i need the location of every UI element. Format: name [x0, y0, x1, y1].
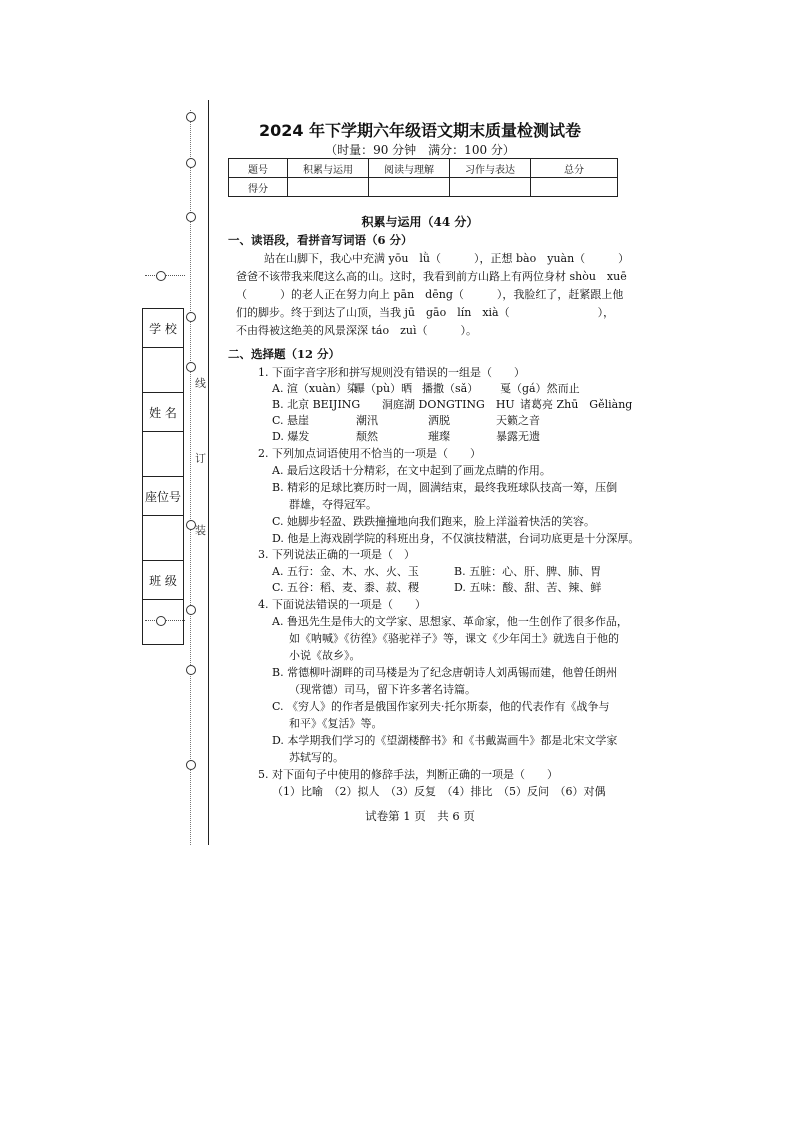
question-4-option: B. 常德柳叶湖畔的司马楼是为了纪念唐朝诗人刘禹锡而建，他曾任朗州 [272, 666, 618, 679]
score-cell[interactable] [369, 178, 450, 197]
passage-line: 爸爸不该带我来爬这么高的山。这时，我看到前方山路上有两位身材 shòu xuē [236, 270, 627, 283]
option-cell: 洒脱 [428, 414, 450, 427]
exam-title: 2024 年下学期六年级语文期末质量检测试卷 [258, 121, 582, 140]
name-label: 姓 名 [143, 393, 184, 432]
option-cell: B. 北京 BEIJING [272, 398, 361, 411]
question-1-row-a [272, 380, 580, 396]
question-5-options: （1）比喻 （2）拟人 （3）反复 （4）排比 （5）反问 （6）对偶 [272, 785, 606, 798]
score-header-cell: 习作与表达 [450, 159, 531, 178]
question-3-stem: 3. 下列说法正确的一项是（ ） [258, 548, 415, 561]
exam-subtitle: （时量：90 分钟 满分：100 分） [325, 143, 515, 157]
score-cell[interactable] [288, 178, 369, 197]
part2-heading: 二、选择题（12 分） [228, 347, 341, 361]
binding-circle [186, 312, 196, 322]
binding-circle [186, 605, 196, 615]
option-cell: D. 爆发 [272, 430, 310, 443]
score-header-cell: 总分 [531, 159, 618, 178]
option-cell: B. 五脏：心、肝、脾、肺、胃 [454, 565, 602, 578]
seat-number-label: 座位号 [143, 477, 184, 516]
binding-border-line [208, 100, 209, 845]
school-field[interactable] [143, 348, 184, 393]
question-4-option-cont: 如《呐喊》《彷徨》《骆驼祥子》等，课文《少年闰土》就选自于他的 [289, 632, 619, 645]
binding-char-xian: 线 [195, 377, 206, 390]
score-header-cell: 阅读与理解 [369, 159, 450, 178]
class-field[interactable] [143, 600, 184, 645]
school-label: 学 校 [143, 309, 184, 348]
option-cell: 曝（pù）晒 [354, 382, 413, 395]
option-cell: 暴露无遗 [496, 430, 540, 443]
question-4-option-cont: 小说《故乡》。 [289, 649, 361, 662]
question-4-option-cont: （现常德）司马，留下许多著名诗篇。 [289, 683, 476, 696]
option-cell: 颓然 [356, 430, 378, 443]
score-cell[interactable] [531, 178, 618, 197]
passage-line: 站在山脚下，我心中充满 yōu lǜ（ ），正想 bào yuàn（ ） [264, 252, 630, 265]
question-4-stem: 4. 下面说法错误的一项是（ ） [258, 598, 426, 611]
score-row-label: 得分 [229, 178, 288, 197]
option-cell: 诸葛亮 Zhū Gěliàng [520, 398, 633, 411]
option-cell: 潮汛 [356, 414, 378, 427]
question-1-row-d [272, 428, 540, 444]
binding-circle [186, 665, 196, 675]
score-cell[interactable] [450, 178, 531, 197]
option-cell: 璀璨 [428, 430, 450, 443]
option-cell: D. 五味：酸、甜、苦、辣、鲜 [454, 581, 602, 594]
binding-char-ding: 订 [195, 452, 206, 465]
question-1-row-b [272, 396, 632, 412]
score-header-cell: 积累与运用 [288, 159, 369, 178]
option-cell: A. 渲（xuàn）染 [272, 382, 358, 395]
binding-circle [186, 158, 196, 168]
question-4-option: A. 鲁迅先生是伟大的文学家、思想家、革命家，他一生创作了很多作品， [272, 615, 628, 628]
question-4-option-cont: 苏轼写的。 [289, 751, 344, 764]
student-info-table [142, 308, 184, 645]
question-1-row-c [272, 412, 540, 428]
passage-line: 们的脚步。终于到达了山顶，当我 jū gāo lín xià（ ）， [236, 306, 615, 319]
question-5-stem: 5. 对下面句子中使用的修辞手法，判断正确的一项是（ ） [258, 768, 558, 781]
question-1-stem: 1. 下面字音字形和拼写规则没有错误的一组是（ ） [258, 366, 525, 379]
question-4-option: C. 《穷人》的作者是俄国作家列夫·托尔斯泰，他的代表作有《战争与 [272, 700, 610, 713]
passage-line: （ ）的老人正在努力向上 pān dēng（ ），我脸红了，赶紧跟上他 [236, 288, 624, 301]
question-4-option: D. 本学期我们学习的《望湖楼醉书》和《书戴嵩画牛》都是北宋文学家 [272, 734, 618, 747]
option-cell: 戛（gá）然而止 [500, 382, 580, 395]
page-footer: 试卷第 1 页 共 6 页 [365, 809, 475, 823]
question-2-option: D. 他是上海戏剧学院的科班出身，不仅演技精湛，台词功底更是十分深厚。 [272, 532, 640, 545]
part1-heading: 一、读语段，看拼音写词语（6 分） [228, 233, 413, 247]
option-cell: 天籁之音 [496, 414, 540, 427]
option-cell: C. 悬崖 [272, 414, 310, 427]
passage-line: 不由得被这绝美的风景深深 táo zuì（ ）。 [236, 324, 477, 337]
question-3-row-1 [272, 563, 601, 579]
question-4-option-cont: 和平》《复活》等。 [289, 717, 383, 730]
binding-circle [186, 112, 196, 122]
question-2-option: A. 最后这段话十分精彩，在文中起到了画龙点睛的作用。 [272, 464, 551, 477]
class-label: 班 级 [143, 561, 184, 600]
seat-number-field[interactable] [143, 516, 184, 561]
binding-circle [186, 760, 196, 770]
option-cell: A. 五行：金、木、水、火、玉 [272, 565, 419, 578]
option-cell: C. 五谷：稻、麦、黍、菽、稷 [272, 581, 420, 594]
question-2-stem: 2. 下列加点词语使用不恰当的一项是（ ） [258, 447, 481, 460]
question-2-option-cont: 群雄，夺得冠军。 [289, 498, 377, 511]
name-field[interactable] [143, 432, 184, 477]
question-2-option: C. 她脚步轻盈、跌跌撞撞地向我们跑来，脸上洋溢着快活的笑容。 [272, 515, 596, 528]
binding-circle [186, 362, 196, 372]
option-cell: 洞庭湖 DONGTING HU [382, 398, 515, 411]
question-3-row-2 [272, 579, 601, 595]
score-table [228, 158, 618, 197]
binding-char-zhuang: 装 [195, 524, 206, 537]
section-title: 积累与运用（44 分） [361, 215, 479, 229]
question-2-option: B. 精彩的足球比赛历时一周，圆满结束，最终我班球队技高一筹，压倒 [272, 481, 618, 494]
binding-circle [156, 271, 166, 281]
option-cell: 播撒（sǎ） [422, 382, 479, 395]
score-header-cell: 题号 [229, 159, 288, 178]
binding-circle [186, 212, 196, 222]
